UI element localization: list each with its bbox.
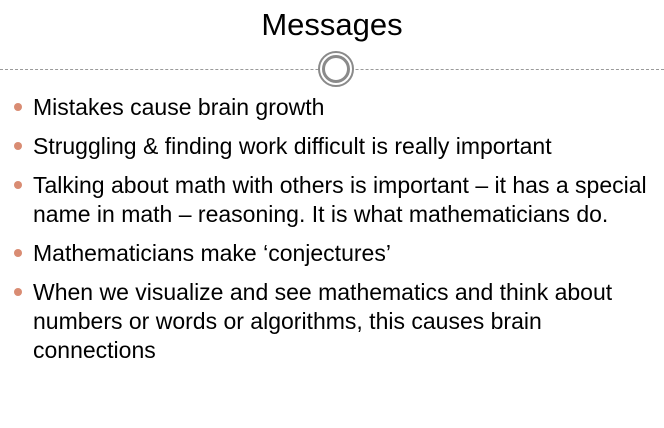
slide-title: Messages bbox=[261, 7, 403, 42]
bullet-dot-icon bbox=[14, 142, 22, 150]
bullet-list bbox=[12, 93, 652, 375]
list-item-text: Mistakes cause brain growth bbox=[33, 94, 325, 120]
list-item-text: Talking about math with others is important – it has a special name in math – reasoning. It is what mathematicians do. bbox=[33, 172, 647, 227]
list-item bbox=[12, 171, 652, 229]
circle-ornament-icon bbox=[317, 50, 355, 88]
list-item-text: When we visualize and see mathematics and think about numbers or words or algorithms, this causes brain connections bbox=[33, 279, 613, 363]
list-item bbox=[12, 93, 652, 122]
list-item bbox=[12, 132, 652, 161]
list-item bbox=[12, 278, 652, 365]
bullet-dot-icon bbox=[14, 181, 22, 189]
bullet-dot-icon bbox=[14, 288, 22, 296]
list-item bbox=[12, 239, 652, 268]
bullet-dot-icon bbox=[14, 103, 22, 111]
bullet-dot-icon bbox=[14, 249, 22, 257]
list-item-text: Mathematicians make ‘conjectures’ bbox=[33, 240, 391, 266]
list-item-text: Struggling & finding work difficult is really important bbox=[33, 133, 552, 159]
